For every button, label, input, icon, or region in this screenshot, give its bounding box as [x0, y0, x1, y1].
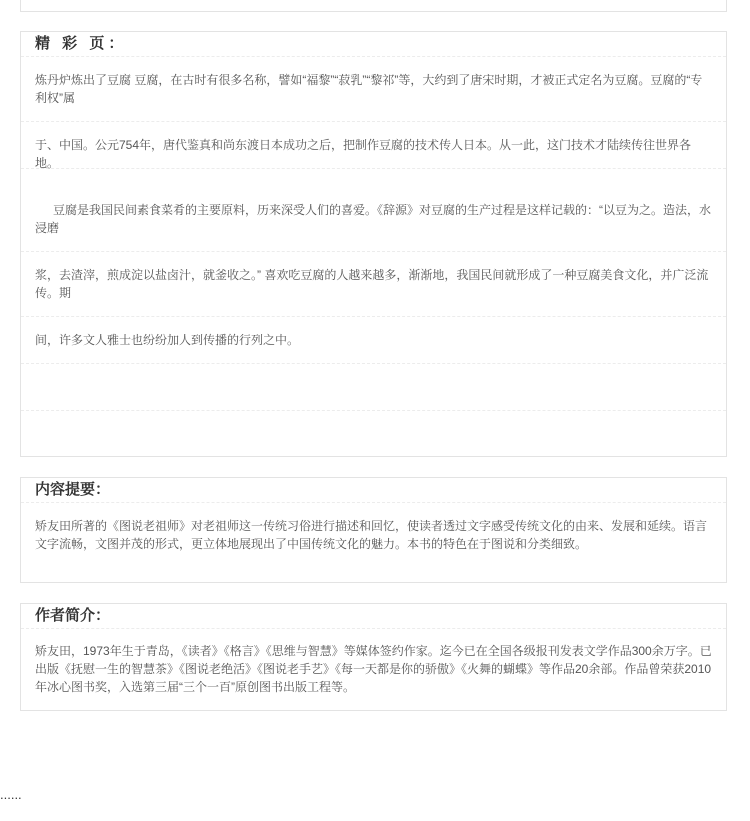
empty-row — [21, 411, 726, 458]
author-text: 矫友田，1973年生于青岛，《读者》《格言》《思维与智慧》等媒体签约作家。迄今已在全国各级报刊发表文学作品300余万字。已出版《抚慰一生的智慧茶》《图说老绝活》《图说老手艺》《每一天都是你的骄傲》《火舞的蝴蝶》等作品20余部。作品曾荣获2010年冰心图书奖，入选第三届“三个一百”原创图书出版工程等。 — [35, 644, 712, 694]
more-ellipsis: ...... — [0, 787, 22, 802]
excerpt-section — [20, 31, 727, 457]
excerpt-paragraph: 炼丹炉炼出了豆腐 豆腐，在古时有很多名称，譬如“福黎”“菽乳”“黎祁”等，大约到了唐宋时期，才被正式定名为豆腐。豆腐的“专利权”属 — [21, 57, 726, 122]
summary-title: 内容提要： — [21, 478, 726, 503]
empty-row — [21, 364, 726, 411]
previous-section-box — [20, 0, 727, 12]
excerpt-paragraph: 间，许多文人雅士也纷纷加人到传播的行列之中。 — [21, 317, 726, 364]
excerpt-paragraph — [21, 169, 726, 252]
excerpt-paragraph: 浆，去渣滓，煎成淀以盐卤汁，就釜收之。” 喜欢吃豆腐的人越来越多，渐渐地，我国民间就形成了一种豆腐美食文化，并广泛流传。期 — [21, 252, 726, 317]
excerpt-title: 精 彩 页： — [21, 32, 726, 57]
summary-text: 矫友田所著的《图说老祖师》对老祖师这一传统习俗进行描述和回忆，使读者透过文字感受传统文化的由来、发展和延续。语言文字流畅，文图并茂的形式，更立体地展现出了中国传统文化的魅力。本书的特色在于图说和分类细致。 — [35, 519, 708, 551]
author-title: 作者简介： — [21, 604, 726, 629]
author-section — [20, 603, 727, 711]
excerpt-paragraph: 于、中国。公元754年，唐代鉴真和尚东渡日本成功之后，把制作豆腐的技术传人日本。从一此，这门技术才陆续传往世界各地。 — [21, 122, 726, 169]
excerpt-paragraph-text: 豆腐是我国民间素食菜肴的主要原料，历来深受人们的喜爱。《辞源》对豆腐的生产过程是这样记载的：“以豆为之。造法，水浸磨 — [35, 203, 712, 235]
summary-section — [20, 477, 727, 583]
